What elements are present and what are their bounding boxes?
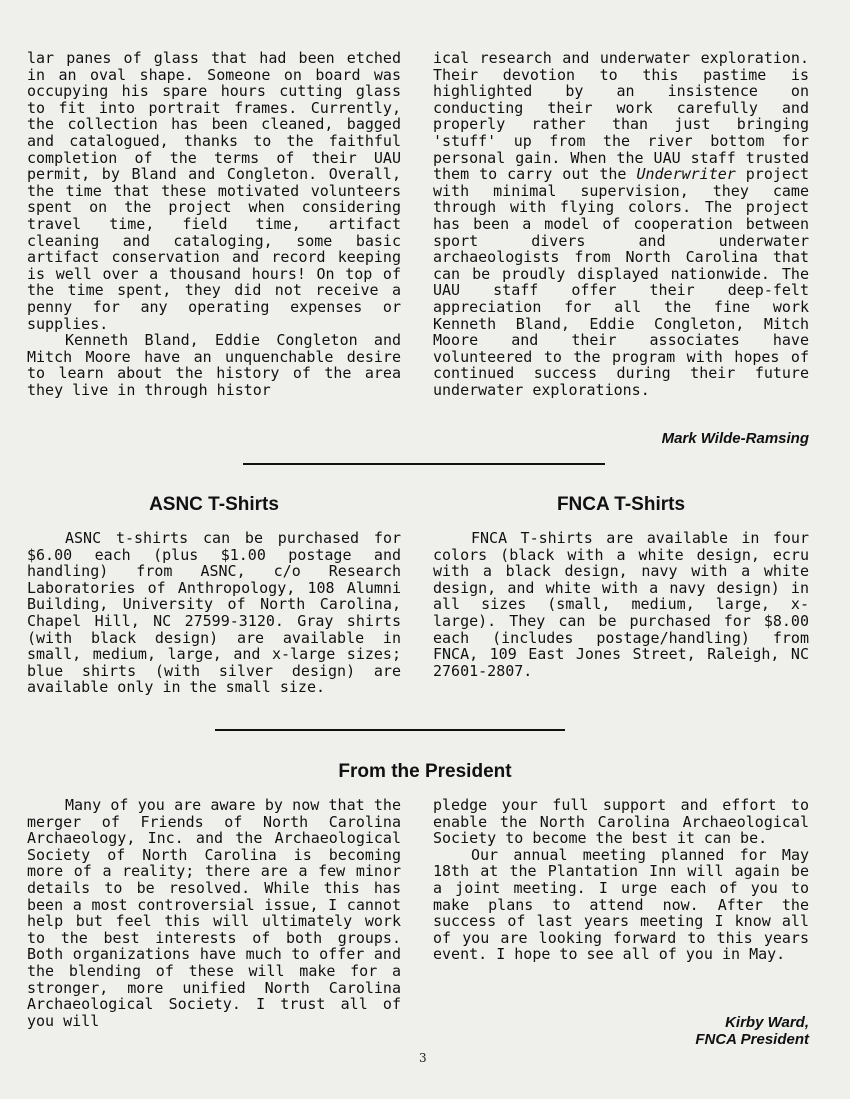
article-text: project with minimal supervision, they came through with flying colors. The project has been a model of cooperation between sport divers and underwater archaeologists from North Carolina that can be proudly displayed nationwide. The UAU staff offer their deep-felt appreciation for all the fine work Kenneth Bland, Eddie Congleton, Mitch Moore and their associates have volunteered to the program with hopes of continued success during their future underwater explorations. bbox=[433, 165, 809, 399]
president-paragraph: pledge your full support and effort to enable the North Carolina Archaeological Society to become the best it can be. bbox=[433, 796, 809, 848]
article-paragraph: lar panes of glass that had been etched in an oval shape. Someone on board was occupying his spare hours cutting glass to fit into portrait frames. Currently, the collection has been cleaned, bagged and catalogued, thanks to the faithful completion of the terms of their UAU permit, by Bland and Congleton. Overall, the time that these motivated volunteers spent on the project when considering travel time, field time, artifact cleaning and cataloging, some basic artifact conservation and record keeping is well over a thousand hours! On top of the time spent, they did not receive a penny for any operating expenses or supplies. bbox=[27, 49, 401, 333]
fnca-column bbox=[433, 530, 809, 679]
signature-name: Kirby Ward, bbox=[725, 1014, 809, 1031]
article-signature: Mark Wilde-Ramsing bbox=[661, 430, 809, 447]
vessel-name: Underwriter bbox=[636, 165, 736, 184]
president-paragraph: Many of you are aware by now that the merger of Friends of North Carolina Archaeology, Inc. and the Archaeological Society of North Carolina is becoming more of a reality; there are a few minor details to be resolved. While this has been a most controversial issue, I cannot help but feel this will ultimately work to the best interests of both groups. Both organizations have much to offer and the blending of these will make for a stronger, more unified North Carolina Archaeological Society. I trust all of you will bbox=[27, 796, 401, 1030]
article-text: ical research and underwater exploration. Their devotion to this pastime is highlighted by an insistence on conducting their work carefully and properly rather than just bringing 'stuff' up from the river bottom for personal gain. When the UAU staff trusted them to carry out the bbox=[433, 49, 809, 184]
section-divider bbox=[215, 729, 565, 731]
asnc-column bbox=[27, 530, 401, 696]
asnc-heading: ASNC T-Shirts bbox=[149, 494, 279, 515]
president-signature bbox=[560, 1014, 809, 1048]
asnc-paragraph: ASNC t-shirts can be purchased for $6.00 each (plus $1.00 postage and handling) from ASNC, c/o Research Laboratories of Anthropology, 108 Alumni Building, University of North Carolina, Chapel Hill, NC 27599-3120. Gray shirts (with black design) are available in small, medium, large, and x-large sizes; blue shirts (with silver design) are available only in the small size. bbox=[27, 529, 401, 697]
section-divider bbox=[243, 463, 605, 465]
president-right-column bbox=[433, 797, 809, 963]
fnca-paragraph: FNCA T-shirts are available in four colors (black with a white design, ecru with a black design, navy with a white design, and white with a navy design) in all sizes (small, medium, large, x-large). They can be purchased for $8.00 each (includes postage/handling) from FNCA, 109 East Jones Street, Raleigh, NC 27601-2807. bbox=[433, 529, 809, 680]
president-paragraph: Our annual meeting planned for May 18th at the Plantation Inn will again be a joint meeting. I urge each of you to make plans to attend now. After the success of last years meeting I know all of you are looking forward to this years event. I hope to see all of you in May. bbox=[433, 845, 809, 964]
article-right-column bbox=[433, 50, 809, 398]
page-number: 3 bbox=[419, 1051, 427, 1065]
president-left-column bbox=[27, 797, 401, 1029]
article-paragraph bbox=[433, 50, 809, 398]
fnca-heading: FNCA T-Shirts bbox=[556, 494, 686, 515]
article-paragraph: Kenneth Bland, Eddie Congleton and Mitch Moore have an unquenchable desire to learn about the history of the area they live in through histor bbox=[27, 331, 401, 399]
president-heading: From the President bbox=[338, 761, 512, 782]
signature-title: FNCA President bbox=[695, 1031, 809, 1048]
article-left-column bbox=[27, 50, 401, 398]
